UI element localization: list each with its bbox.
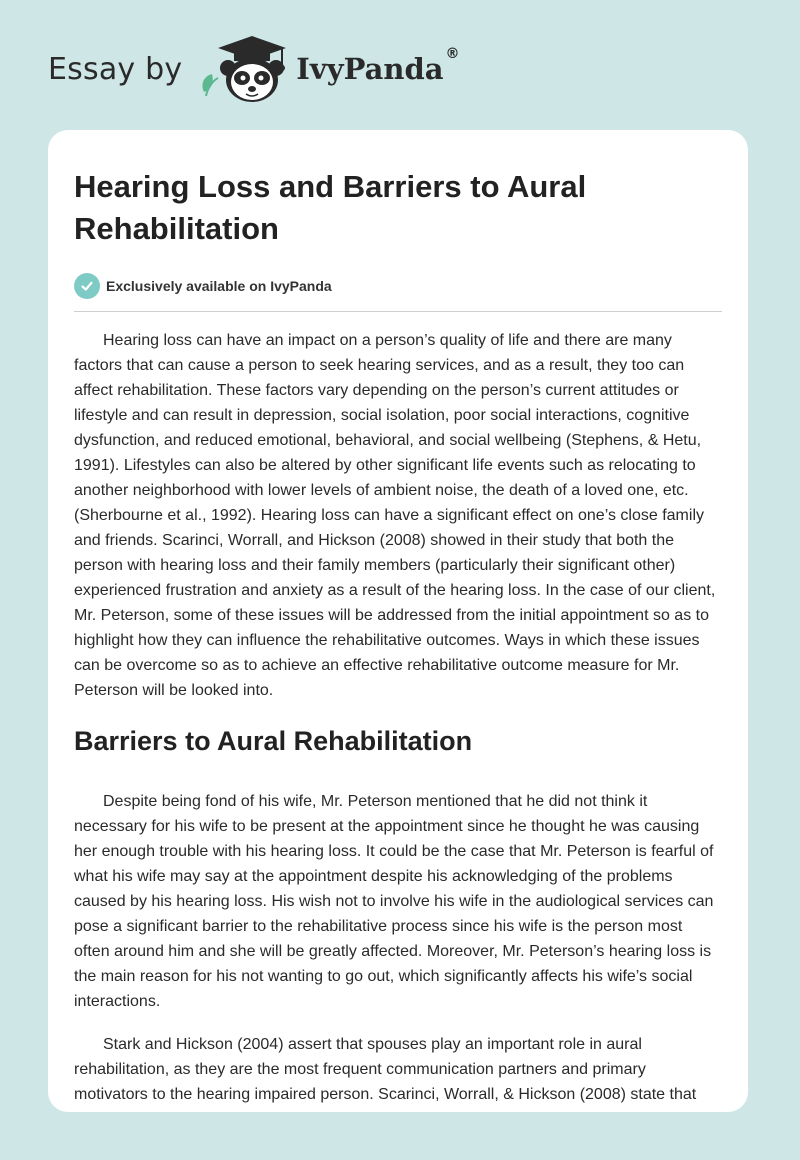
exclusive-badge	[74, 273, 722, 299]
registered-mark: ®	[445, 46, 460, 62]
ivypanda-logo-icon[interactable]	[196, 34, 292, 104]
paragraph: Stark and Hickson (2004) assert that spouses play an important role in aural rehabilitation, as they are the most frequent communication partners and primary motivators to the hearing impaired person. Scarinci, Worrall, & Hickson (2008) state that	[74, 1036, 697, 1103]
exclusive-label: Exclusively available on IvyPanda	[106, 278, 332, 294]
paragraph: Despite being fond of his wife, Mr. Peterson mentioned that he did not think it necessary for his wife to be present at the appointment since he thought he was causing her enough trouble with his hearing loss. It could be the case that Mr. Peterson is fearful of what his wife may say at the appointment despite his acknowledging of the problems caused by his hearing loss. His wish not to involve his wife in the audiological services can pose a significant barrier to the rehabilitative process since his wife is the person most often around him and she will be greatly affected. Moreover, Mr. Peterson’s hearing loss is the main reason for his not wanting to go out, which significantly affects his wife’s social interactions.	[74, 793, 714, 1010]
essay-by-label: Essay by	[48, 51, 183, 87]
site-header	[48, 34, 460, 104]
brand-name[interactable]: IvyPanda ®	[296, 46, 460, 86]
article-content	[48, 130, 748, 1107]
section-heading: Barriers to Aural Rehabilitation	[74, 726, 473, 756]
paragraph: Hearing loss can have an impact on a person’s quality of life and there are many factors that can cause a person to seek hearing services, and as a result, they too can affect rehabilitation. These factors vary depending on the person’s current attitudes or lifestyle and can result in depression, social isolation, poor social interactions, cognitive dysfunction, and reduced emotional, behavioral, and social wellbeing (Stephens, & Hetu, 1991). Lifestyles can also be altered by other significant life events such as relocating to another neighborhood with lower levels of ambient noise, the death of a loved one, etc. (Sherbourne et al., 1992). Hearing loss can have a significant effect on one’s close family and friends. Scarinci, Worrall, and Hickson (2008) showed in their study that both the person with hearing loss and their family members (particularly their significant other) experienced frustration and anxiety as a result of the hearing loss. In the case of our client, Mr. Peterson, some of these issues will be addressed from the initial appointment so as to highlight how they can influence the rehabilitative outcomes. Ways in which these issues can be overcome so as to achieve an effective rehabilitative outcome measure for Mr. Peterson will be looked into.	[74, 332, 716, 699]
title-divider	[74, 311, 722, 312]
article-card	[48, 130, 748, 1112]
check-icon	[74, 273, 100, 299]
article-title: Hearing Loss and Barriers to Aural Rehabilitation	[74, 169, 587, 246]
